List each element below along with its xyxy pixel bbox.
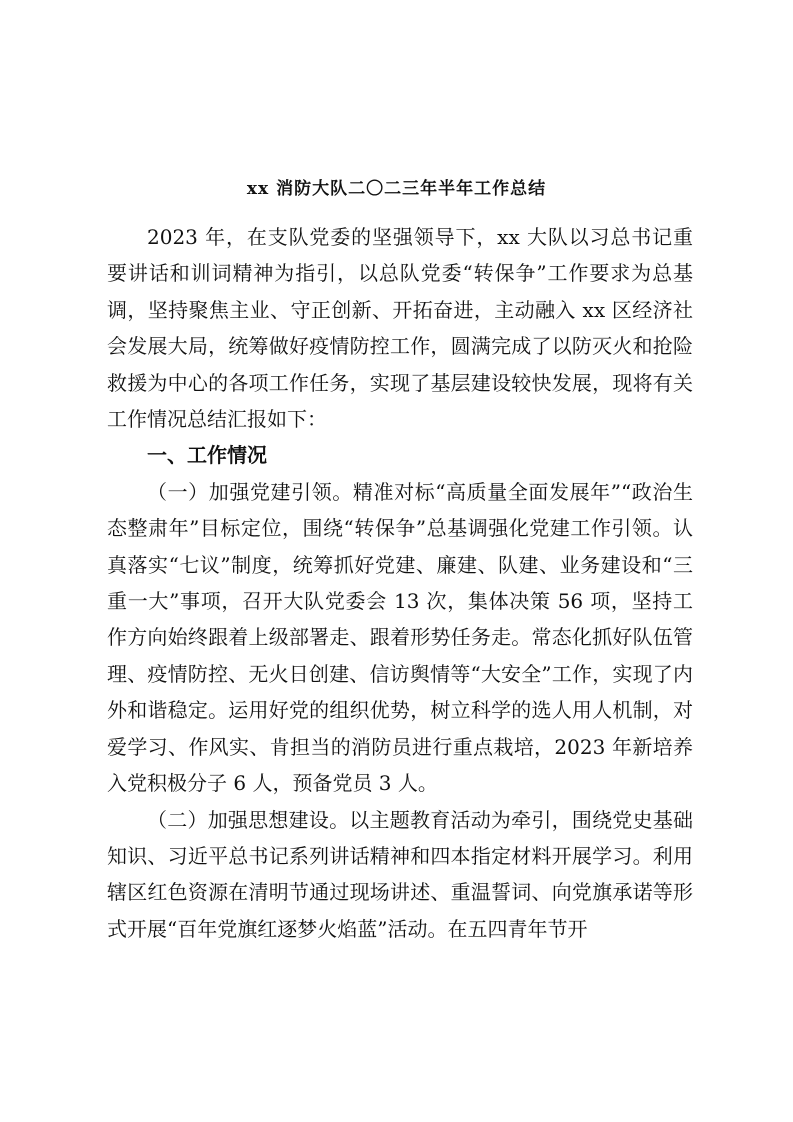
paragraph-ideology-building: （二）加强思想建设。以主题教育活动为牵引，围绕党史基础知识、习近平总书记系列讲话精神和四本指定材料开展学习。利用辖区红色资源在清明节通过现场讲述、重温誓词、向党旗承诺等形式开展“百年党旗红逐梦火焰蓝”活动。在五四青年节开 — [107, 807, 693, 941]
document-title: xx 消防大队二〇二三年半年工作总结 — [246, 179, 547, 199]
section-heading-work-status: 一、工作情况 — [147, 443, 267, 468]
paragraph-party-building: （一）加强党建引领。精准对标“高质量全面发展年”“政治生态整肃年”目标定位，围绕“转保争”总基调强化党建工作引领。认真落实“七议”制度，统筹抓好党建、廉建、队建、业务建设和“三重一大”事项，召开大队党委会 13 次，集体决策 56 项，坚持工作方向始终跟着上级部署走、跟着形势任务走。常态化抓好队伍管理、疫情防控、无火日创建、信访舆情等“大安全”工作，实现了内外和谐稳定。运用好党的组织优势，树立科学的选人用人机制，对爱学习、作风实、肯担当的消防员进行重点栽培，2023 年新培养入党积极分子 6 人，预备党员 3 人。 — [107, 479, 693, 796]
intro-paragraph: 2023 年，在支队党委的坚强领导下，xx 大队以习总书记重要讲话和训词精神为指引，以总队党委“转保争”工作要求为总基调，坚持聚焦主业、守正创新、开拓奋进，主动融入 xx 区经济社会发展大局，统筹做好疫情防控工作，圆满完成了以防灭火和抢险救援为中心的各项工作任务，实现了基层建设较快发展，现将有关工作情况总结汇报如下： — [107, 225, 693, 432]
document-body — [107, 219, 693, 947]
